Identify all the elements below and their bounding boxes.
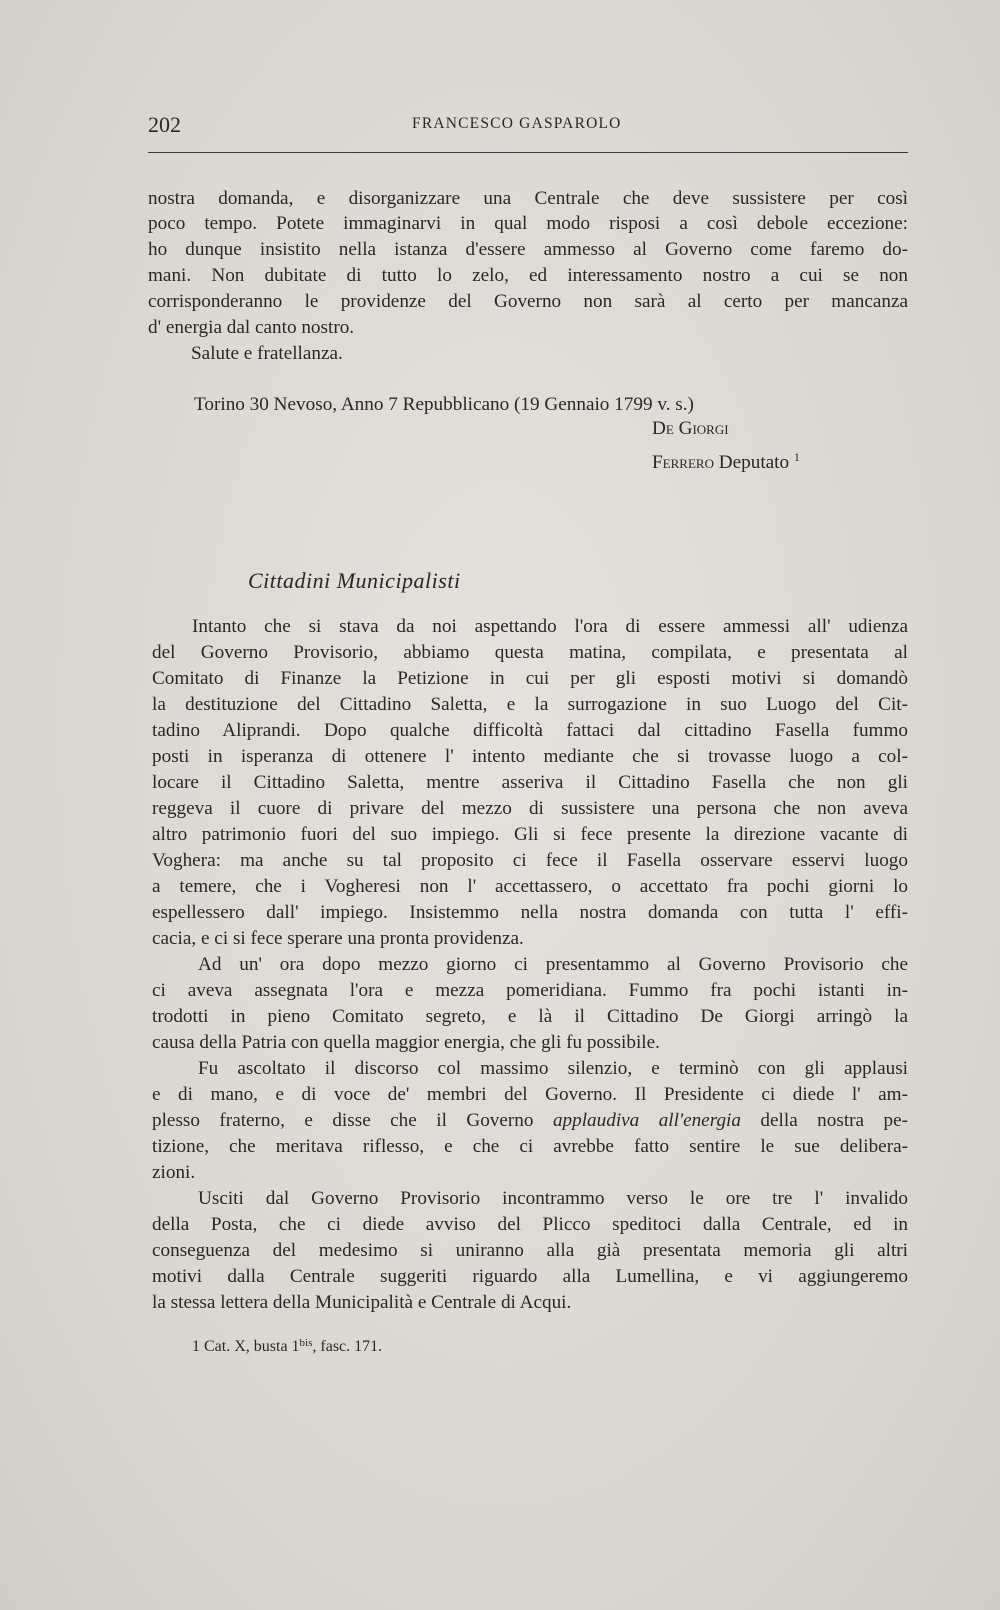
signer-role: Deputato [713, 452, 794, 473]
section-title: Cittadini Municipalisti [248, 568, 461, 593]
body-line: tizione, che meritava riflesso, e che ci avrebbe fatto sentire le sue delibera- [152, 1136, 908, 1157]
italic-phrase: applaudiva all'energia [552, 1110, 741, 1131]
text-run: della nostra pe- [740, 1110, 909, 1131]
body-line [152, 1108, 908, 1134]
footnote-text: Cat. X, busta 1 [200, 1338, 300, 1355]
footnote-marker: 1 [793, 450, 800, 464]
letter-line: mani. Non dubitate di tutto lo zelo, ed interessamento nostro a cui se non [148, 265, 908, 286]
page-number: 202 [148, 112, 181, 137]
text-run: plesso fraterno, e disse che il Governo [152, 1110, 553, 1131]
letter-line: ho dunque insistito nella istanza d'essere ammesso al Governo come faremo do- [148, 239, 908, 260]
letter-line: poco tempo. Potete immaginarvi in qual modo risposi a così debole eccezione: [148, 213, 908, 234]
body-line: e di mano, e di voce de' membri del Governo. Il Presidente ci diede l' am- [152, 1084, 908, 1105]
body-line: Voghera: ma anche su tal proposito ci fece il Fasella osservare esservi luogo [152, 850, 908, 871]
salutation: Salute e fratellanza. [191, 343, 343, 364]
body-line: della Posta, che ci diede avviso del Plicco speditoci dalla Centrale, ed in [152, 1214, 908, 1235]
body-line: Comitato di Finanze la Petizione in cui per gli esposti motivi si domandò [152, 668, 908, 689]
body-line: Usciti dal Governo Provisorio incontrammo verso le ore tre l' invalido [198, 1188, 908, 1209]
body-line: zioni. [152, 1162, 196, 1183]
body-line: a temere, che i Vogheresi non l' accettassero, o accettato fra pochi giorni lo [152, 876, 908, 897]
body-line: cacia, e ci si fece sperare una pronta providenza. [152, 928, 524, 949]
body-line: posti in isperanza di ottenere l' intento mediante che si trovasse luogo a col- [152, 746, 908, 767]
body-line: Ad un' ora dopo mezzo giorno ci presentammo al Governo Provisorio che [198, 954, 908, 975]
body-line: conseguenza del medesimo si uniranno alla già presentata memoria gli altri [152, 1240, 908, 1261]
body-line: Intanto che si stava da noi aspettando l'ora di essere ammessi all' udienza [192, 616, 908, 637]
body-line: del Governo Provisorio, abbiamo questa matina, compilata, e presentata al [152, 642, 908, 663]
body-line: locare il Cittadino Saletta, mentre asseriva il Cittadino Fasella che non gli [152, 772, 908, 793]
body-line: ci aveva assegnata l'ora e mezza pomeridiana. Fummo fra pochi istanti in- [152, 980, 908, 1001]
letter-line: corrisponderanno le providenze del Governo non sarà al certo per mancanza [148, 291, 908, 312]
header-rule [148, 152, 908, 153]
body-line: altro patrimonio fuori del suo impiego. Gli si fece presente la direzione vacante di [152, 824, 908, 845]
body-line: motivi dalla Centrale suggeriti riguardo alla Lumellina, e vi aggiungeremo [152, 1266, 908, 1287]
body-line: causa della Patria con quella maggior energia, che gli fu possibile. [152, 1032, 660, 1053]
body-line: la stessa lettera della Municipalità e Centrale di Acqui. [152, 1292, 572, 1313]
footnote-superscript: bis [299, 1337, 313, 1349]
dateline: Torino 30 Nevoso, Anno 7 Repubblicano (19 Gennaio 1799 v. s.) [194, 394, 694, 415]
footnote [192, 1338, 382, 1356]
letter-line: nostra domanda, e disorganizzare una Centrale che deve sussistere per così [148, 188, 908, 209]
letter-line: d' energia dal canto nostro. [148, 317, 355, 338]
body-line: tadino Aliprandi. Dopo qualche difficoltà fattaci dal cittadino Fasella fummo [152, 720, 908, 741]
body-line: espellessero dall' impiego. Insistemmo nella nostra domanda con tutta l' effi- [152, 902, 908, 923]
running-head: FRANCESCO GASPAROLO [412, 115, 622, 132]
signer-ferrero [652, 452, 800, 474]
footnote-number: 1 [192, 1338, 200, 1355]
body-line: trodotti in pieno Comitato segreto, e là il Cittadino De Giorgi arringò la [152, 1006, 908, 1027]
signer-de-giorgi: De Giorgi [652, 418, 729, 439]
page-header [148, 112, 908, 142]
signer-name: Ferrero [652, 452, 714, 473]
body-line: reggeva il cuore di privare del mezzo di sussistere una persona che non aveva [152, 798, 908, 819]
body-line: Fu ascoltato il discorso col massimo silenzio, e terminò con gli applausi [198, 1058, 908, 1079]
footnote-text-end: , fasc. 171. [312, 1338, 383, 1355]
body-line: la destituzione del Cittadino Saletta, e la surrogazione in suo Luogo del Cit- [152, 694, 908, 715]
